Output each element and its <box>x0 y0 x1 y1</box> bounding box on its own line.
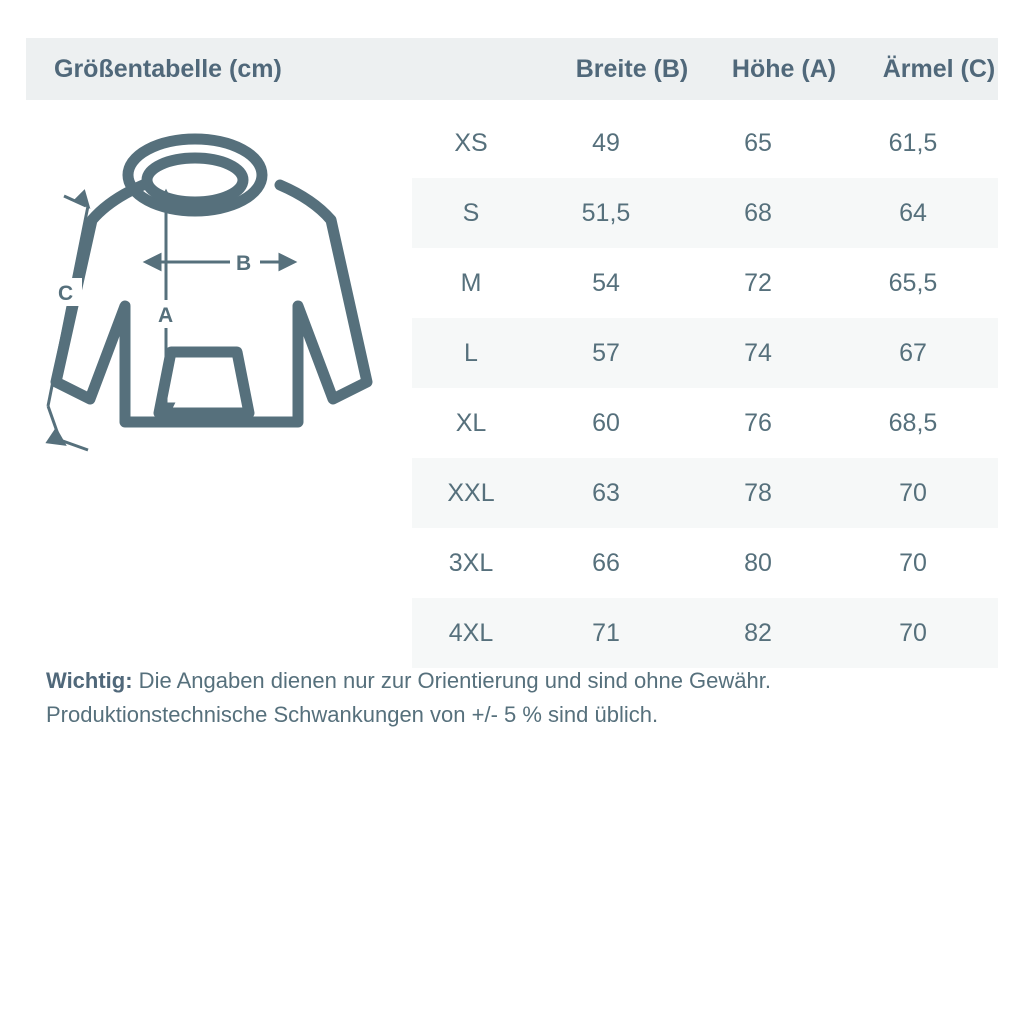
cell-height: 74 <box>744 338 772 367</box>
cell-width: 51,5 <box>581 198 631 227</box>
label-c: C <box>58 282 74 305</box>
header-col-height: Höhe (A) <box>731 54 837 83</box>
cell-height: 68 <box>744 198 772 227</box>
cell-size: M <box>460 268 482 297</box>
cell-size: XXL <box>447 478 495 507</box>
cell-width: 49 <box>592 128 620 157</box>
cell-sleeve: 64 <box>899 198 927 227</box>
cell-width: 54 <box>592 268 620 297</box>
table-row <box>412 598 998 668</box>
cell-sleeve: 70 <box>899 618 927 647</box>
cell-size: S <box>462 198 480 227</box>
header-col-width: Breite (B) <box>575 54 689 83</box>
table-row <box>412 178 998 248</box>
cell-sleeve: 65,5 <box>888 268 938 297</box>
cell-size: 3XL <box>448 548 494 577</box>
cell-height: 65 <box>744 128 772 157</box>
cell-height: 76 <box>744 408 772 437</box>
cell-sleeve: 70 <box>899 548 927 577</box>
table-header <box>26 38 998 100</box>
hoodie-diagram-icon <box>26 110 412 660</box>
cell-height: 72 <box>744 268 772 297</box>
size-table <box>412 108 998 668</box>
cell-width: 57 <box>592 338 620 367</box>
table-row <box>412 528 998 598</box>
table-row <box>412 248 998 318</box>
cell-height: 78 <box>744 478 772 507</box>
cell-height: 82 <box>744 618 772 647</box>
cell-sleeve: 67 <box>899 338 927 367</box>
header-columns <box>438 55 1024 84</box>
table-row <box>412 388 998 458</box>
cell-height: 80 <box>744 548 772 577</box>
table-row <box>412 458 998 528</box>
cell-size: 4XL <box>448 618 494 647</box>
page-title: Größentabelle (cm) <box>54 54 282 83</box>
disclaimer-lead: Wichtig: <box>46 668 133 693</box>
disclaimer-text: Die Angaben dienen nur zur Orientierung und sind ohne Gewähr. Produktionstechnische Schwankungen von +/- 5 % sind üblich. <box>46 668 771 727</box>
cell-size: XS <box>454 128 488 157</box>
cell-sleeve: 68,5 <box>888 408 938 437</box>
cell-width: 60 <box>592 408 620 437</box>
label-b: B <box>236 252 252 275</box>
cell-sleeve: 61,5 <box>888 128 938 157</box>
cell-width: 63 <box>592 478 620 507</box>
label-a: A <box>158 304 174 327</box>
cell-size: L <box>464 338 478 367</box>
disclaimer <box>46 664 996 732</box>
cell-width: 66 <box>592 548 620 577</box>
table-row <box>412 108 998 178</box>
table-row <box>412 318 998 388</box>
cell-width: 71 <box>592 618 620 647</box>
cell-sleeve: 70 <box>899 478 927 507</box>
cell-size: XL <box>455 408 487 437</box>
header-col-sleeve: Ärmel (C) <box>882 54 996 83</box>
